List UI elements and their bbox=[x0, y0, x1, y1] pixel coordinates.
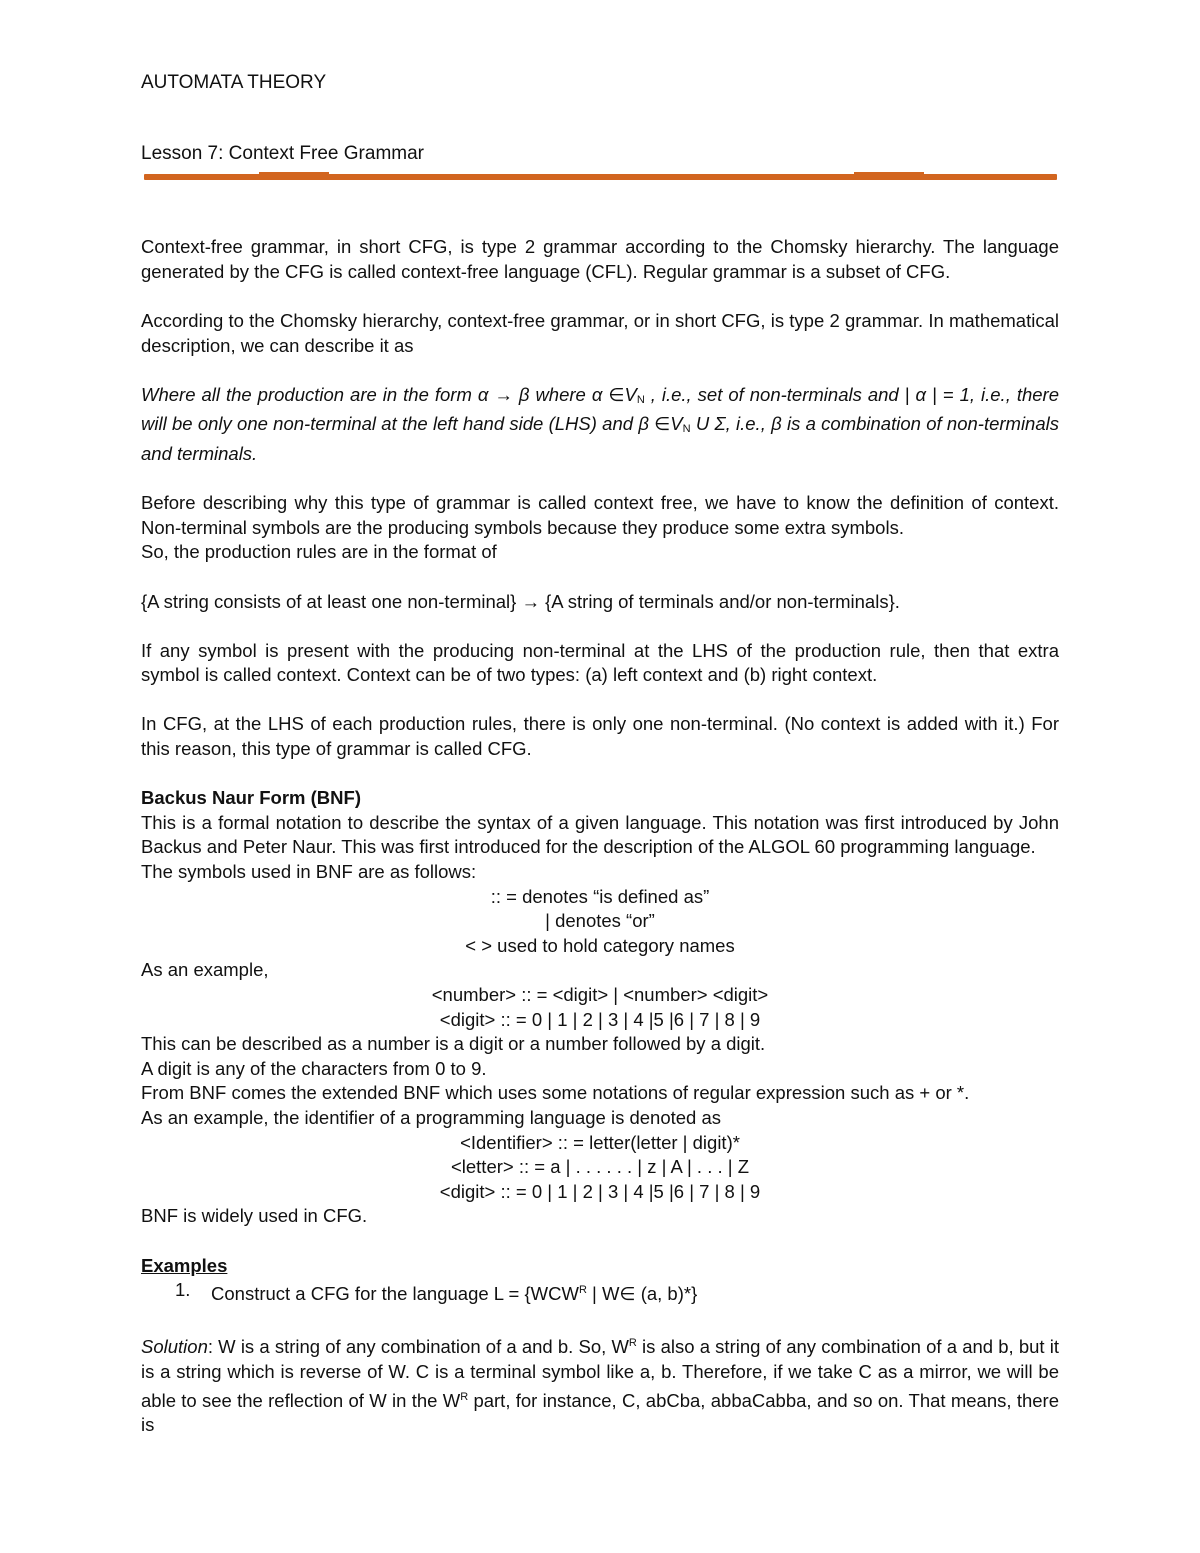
bnf-rule: <number> :: = <digit> | <number> <digit> bbox=[431, 984, 769, 1005]
ebnf-rule: <letter> :: = a | . . . . . . | z | A | . . . | Z bbox=[450, 1156, 750, 1178]
bnf-note: A digit is any of the characters from 0 to 9. bbox=[141, 1057, 487, 1079]
bnf-note: As an example, the identifier of a programming language is denoted as bbox=[141, 1106, 722, 1128]
production-format: {A string consists of at least one non-terminal} → {A string of terminals and/or non-terminals}. bbox=[141, 590, 900, 612]
bnf-paragraph: This is a formal notation to describe the syntax of a given language. This notation was first introduced by John Backus and Peter Naur. This was first introduced for the description of the ALGOL 60 programming language. bbox=[141, 811, 1059, 858]
production-format-intro: So, the production rules are in the format of bbox=[141, 541, 497, 563]
context-definition: If any symbol is present with the producing non-terminal at the LHS of the production rule, then that extra symbol is called context. Context can be of two types: (a) left context and (b) right context. bbox=[141, 639, 1059, 686]
solution-label: Solution bbox=[141, 1336, 208, 1358]
bnf-note: From BNF comes the extended BNF which uses some notations of regular expression such as + or *. bbox=[141, 1082, 970, 1104]
bnf-symbols-intro: The symbols used in BNF are as follows: bbox=[141, 861, 477, 883]
intro-paragraph-2: According to the Chomsky hierarchy, context-free grammar, or in short CFG, is type 2 grammar. In mathematical description, we can describe it as bbox=[141, 309, 1059, 356]
intro-paragraph-1: Context-free grammar, in short CFG, is type 2 grammar according to the Chomsky hierarchy. The language generated by the CFG is called context-free language (CFL). Regular grammar is a subset of CFG. bbox=[141, 236, 1059, 282]
examples-heading: Examples bbox=[141, 1254, 228, 1276]
page-content bbox=[141, 71, 1059, 1438]
bnf-symbol-line: | denotes “or” bbox=[545, 910, 655, 932]
bnf-symbol-line: < > used to hold category names bbox=[465, 934, 735, 956]
course-title: AUTOMATA THEORY bbox=[141, 72, 327, 93]
bnf-heading: Backus Naur Form (BNF) bbox=[141, 787, 361, 809]
bnf-note: This can be described as a number is a digit or a number followed by a digit. bbox=[141, 1033, 766, 1055]
context-paragraph: Before describing why this type of grammar is called context free, we have to know the definition of context. Non-terminal symbols are the producing symbols because they produce some extra symbols. bbox=[141, 492, 1059, 538]
cfg-definition: Where all the production are in the form α → β where α ∈VN , i.e., set of non-terminals and | α | = 1, i.e., there will be only one non-terminal at the left hand side (LHS) and β ∈VN U Σ, i.e., β is a combination of non-terminals and terminals. bbox=[141, 383, 1059, 464]
cfg-lhs-paragraph: In CFG, at the LHS of each production rules, there is only one non-terminal. (No context is added with it.) For this reason, this type of grammar is called CFG. bbox=[141, 713, 1059, 760]
solution-paragraph: Solution: W is a string of any combination of a and b. So, $W^R$ is also a string of any combination of a and b, but it is a string which is reverse of W. C is a terminal symbol like a, b. Therefore, if we take C as a mirror, we will be able to see the reflection of W in the $W^R$ part, for instance, C, abCba, abbaCabba, and so on. That means, there is bbox=[141, 1336, 1060, 1436]
header-divider bbox=[144, 174, 1057, 180]
examples-list bbox=[141, 1278, 1059, 1307]
ebnf-rule: <Identifier> :: = letter(letter | digit)* bbox=[460, 1131, 740, 1153]
bnf-symbol-line: :: = denotes “is defined as” bbox=[490, 885, 710, 907]
list-item: 1. Construct a CFG for the language $L = \{WCW^R$ | W∈ (a, b)*} bbox=[175, 1279, 698, 1305]
bnf-rule: <digit> :: = 0 | 1 | 2 | 3 | 4 |5 |6 | 7 | 8 | 9 bbox=[439, 1008, 761, 1030]
lesson-title: Lesson 7: Context Free Grammar bbox=[141, 142, 424, 164]
bnf-closing: BNF is widely used in CFG. bbox=[141, 1205, 368, 1227]
bnf-example-intro: As an example, bbox=[141, 959, 269, 981]
ebnf-rule: <digit> :: = 0 | 1 | 2 | 3 | 4 |5 |6 | 7 | 8 | 9 bbox=[439, 1180, 761, 1202]
